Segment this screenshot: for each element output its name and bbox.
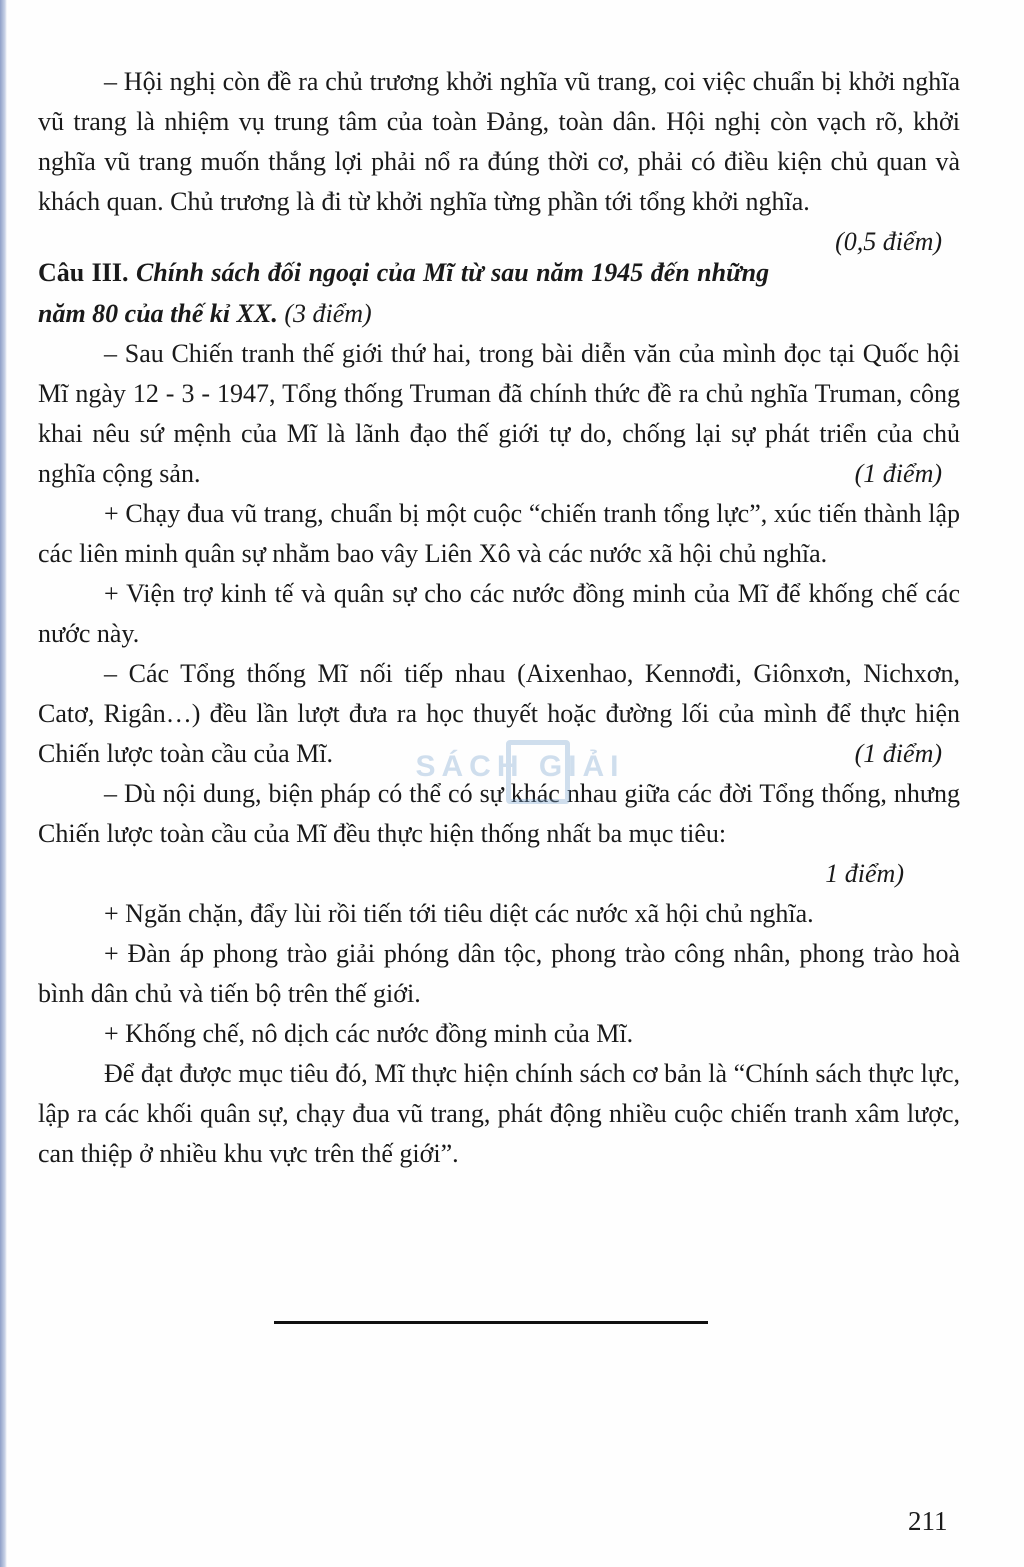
question-label: Câu III. bbox=[38, 258, 136, 287]
watermark-text: SÁCH GIẢI bbox=[415, 750, 625, 783]
paragraph-aid: + Viện trợ kinh tế và quân sự cho các nước đồng minh của Mĩ để khống chế các nước này. bbox=[38, 579, 960, 648]
question-heading bbox=[38, 252, 960, 334]
paragraph-truman-text: – Sau Chiến tranh thế giới thứ hai, trong bài diễn văn của mình đọc tại Quốc hội Mĩ ngày 12 - 3 - 1947, Tổng thống Truman đã chính thức đề ra chủ nghĩa Truman, công khai nêu sứ mệnh của Mĩ là lãnh đạo thế giới tự do, chống lại sự phát triển của chủ nghĩa cộng sản. bbox=[38, 339, 960, 488]
paragraph-goal-1: + Ngăn chặn, đẩy lùi rồi tiến tới tiêu diệt các nước xã hội chủ nghĩa. bbox=[104, 899, 814, 928]
paragraph-goal-2: + Đàn áp phong trào giải phóng dân tộc, phong trào công nhân, phong trào hoà bình dân chủ và tiến bộ trên thế giới. bbox=[38, 939, 960, 1008]
page-edge-shadow bbox=[0, 0, 7, 1567]
question-title: Chính sách đối ngoại của Mĩ từ sau năm 1945 đến những năm 80 của thế kỉ XX. bbox=[38, 258, 770, 328]
paragraph-conference-text: – Hội nghị còn đề ra chủ trương khởi nghĩa vũ trang, coi việc chuẩn bị khởi nghĩa vũ trang là nhiệm vụ trung tâm của toàn Đảng, toàn dân. Hội nghị còn vạch rõ, khởi nghĩa vũ trang muốn thắng lợi phải nổ ra đúng thời cơ, phải có điều kiện chủ quan và khách quan. Chủ trương là đi từ khởi nghĩa từng phần tới tổng khởi nghĩa. bbox=[38, 67, 960, 216]
question-points: (3 điểm) bbox=[277, 299, 372, 328]
score-three-goals: 1 điểm) bbox=[825, 859, 904, 888]
score-presidents: (1 điểm) bbox=[854, 739, 942, 768]
page-content bbox=[38, 62, 960, 1174]
section-divider bbox=[274, 1321, 708, 1324]
paragraph-truman bbox=[38, 334, 960, 494]
paragraph-three-goals: – Dù nội dung, biện pháp có thể có sự khác nhau giữa các đời Tổng thống, nhưng Chiến lược toàn cầu của Mĩ đều thực hiện thống nhất ba mục tiêu: bbox=[38, 779, 960, 848]
paragraph-presidents bbox=[38, 654, 960, 774]
paragraph-conclusion: Để đạt được mục tiêu đó, Mĩ thực hiện chính sách cơ bản là “Chính sách thực lực, lập ra các khối quân sự, chạy đua vũ trang, phát động nhiều cuộc chiến tranh xâm lược, can thiệp ở nhiều khu vực trên thế giới”. bbox=[38, 1059, 960, 1168]
paragraph-goal-3: + Khống chế, nô dịch các nước đồng minh của Mĩ. bbox=[104, 1019, 634, 1048]
page-number: 211 bbox=[908, 1506, 948, 1536]
score-truman: (1 điểm) bbox=[854, 459, 942, 488]
paragraph-arms-race: + Chạy đua vũ trang, chuẩn bị một cuộc “chiến tranh tổng lực”, xúc tiến thành lập các liên minh quân sự nhằm bao vây Liên Xô và các nước xã hội chủ nghĩa. bbox=[38, 499, 960, 568]
paragraph-presidents-text: – Các Tổng thống Mĩ nối tiếp nhau (Aixenhao, Kennơđi, Giônxơn, Nichxơn, Catơ, Rigân…) đều lần lượt đưa ra học thuyết hoặc đường lối của mình để thực hiện Chiến lược toàn cầu của Mĩ. bbox=[38, 659, 960, 768]
score-half-point: (0,5 điểm) bbox=[835, 227, 942, 256]
paragraph-conference bbox=[38, 62, 960, 256]
